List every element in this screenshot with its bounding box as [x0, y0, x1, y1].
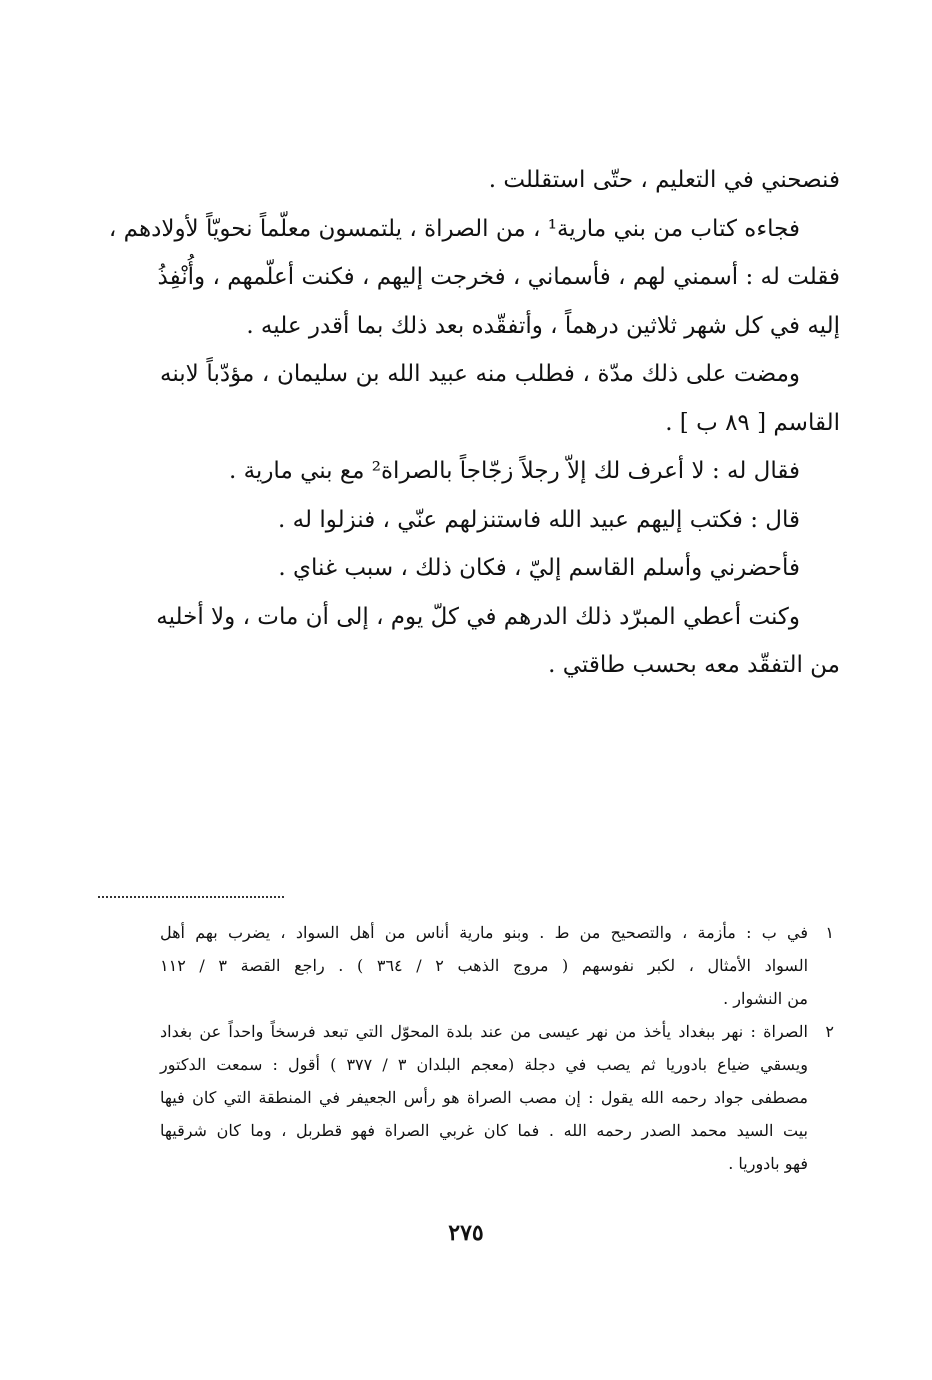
text-line: وكنت أعطي المبرّد ذلك الدرهم في كلّ يوم ، إلى أن مات ، ولا أخليه: [156, 603, 800, 630]
text-line: قال : فكتب إليهم عبيد الله فاستنزلهم عنّي ، فنزلوا له .: [278, 506, 800, 533]
footnote-body: [160, 1015, 808, 1180]
text-line: فجاءه كتاب من بني مارية¹ ، من الصراة ، يلتمسون معلّماً نحويّاً لأولادهم ،: [108, 215, 800, 242]
footnote-number: ٢: [825, 1022, 834, 1041]
footnote-number: ١: [825, 923, 834, 942]
text-line: فأحضرني وأسلم القاسم إليّ ، فكان ذلك ، سبب غناي .: [278, 555, 800, 581]
page-number: ٢٧٥: [448, 1220, 484, 1246]
footnote-body: [160, 916, 808, 1015]
footnote-line: الصراة : نهر ببغداد يأخذ من نهر عيسى من عند بلدة المحوّل التي تبعد فرسخاً واحداً عن بغداد: [160, 1022, 808, 1041]
text-line: إليه في كل شهر ثلاثين درهماً ، وأتفقّده بعد ذلك بما أقدر عليه .: [246, 312, 840, 339]
footnote-line: ويسقي ضياع بادوريا ثم يصب في دجلة (معجم البلدان ٣ / ٣٧٧ ) أقول : سمعت الدكتور: [160, 1055, 808, 1074]
footnote-line: من النشوار .: [723, 989, 808, 1008]
footnote-line: فهو بادوريا .: [728, 1154, 808, 1173]
text-line: ومضت على ذلك مدّة ، فطلب منه عبيد الله بن سليمان ، مؤدّباً لابنه: [160, 361, 800, 387]
footnote-line: بيت السيد محمد الصدر رحمه الله . فما كان غربي الصراة فهو قطربل ، وما كان شرقيها: [160, 1121, 808, 1140]
footnotes: [160, 916, 834, 1180]
text-line: فنصحني في التعليم ، حتّى استقللت .: [488, 167, 840, 193]
footnote: [160, 1015, 834, 1180]
footnote-line: في ب : مأزمة ، والتصحيح من ط . وبنو مارية أناس من أهل السواد ، يضرب بهم أهل: [160, 923, 808, 942]
footnote-line: السواد الأمثال ، لكبر نفوسهم ( مروج الذهب ٢ / ٣٦٤ ) . راجع القصة ٣ / ١١٢: [160, 956, 809, 975]
footnote-line: مصطفى جواد رحمه الله يقول : إن مصب الصراة هو رأس الجعيفر في المنطقة التي كان فيها: [160, 1088, 808, 1107]
text-line: من التفقّد معه بحسب طاقتي .: [548, 652, 840, 678]
text-line: القاسم [ ٨٩ ب ] .: [665, 409, 840, 436]
footnote: [160, 916, 834, 1015]
main-text: [108, 156, 840, 690]
text-line: فقلت له : أسمني لهم ، فأسماني ، فخرجت إليهم ، فكنت أعلّمهم ، وأُنْفِذُ: [157, 264, 840, 290]
text-line: فقال له : لا أعرف لك إلاّ رجلاً زجّاجاً بالصراة² مع بني مارية .: [228, 458, 800, 484]
footnote-divider: [98, 896, 284, 898]
